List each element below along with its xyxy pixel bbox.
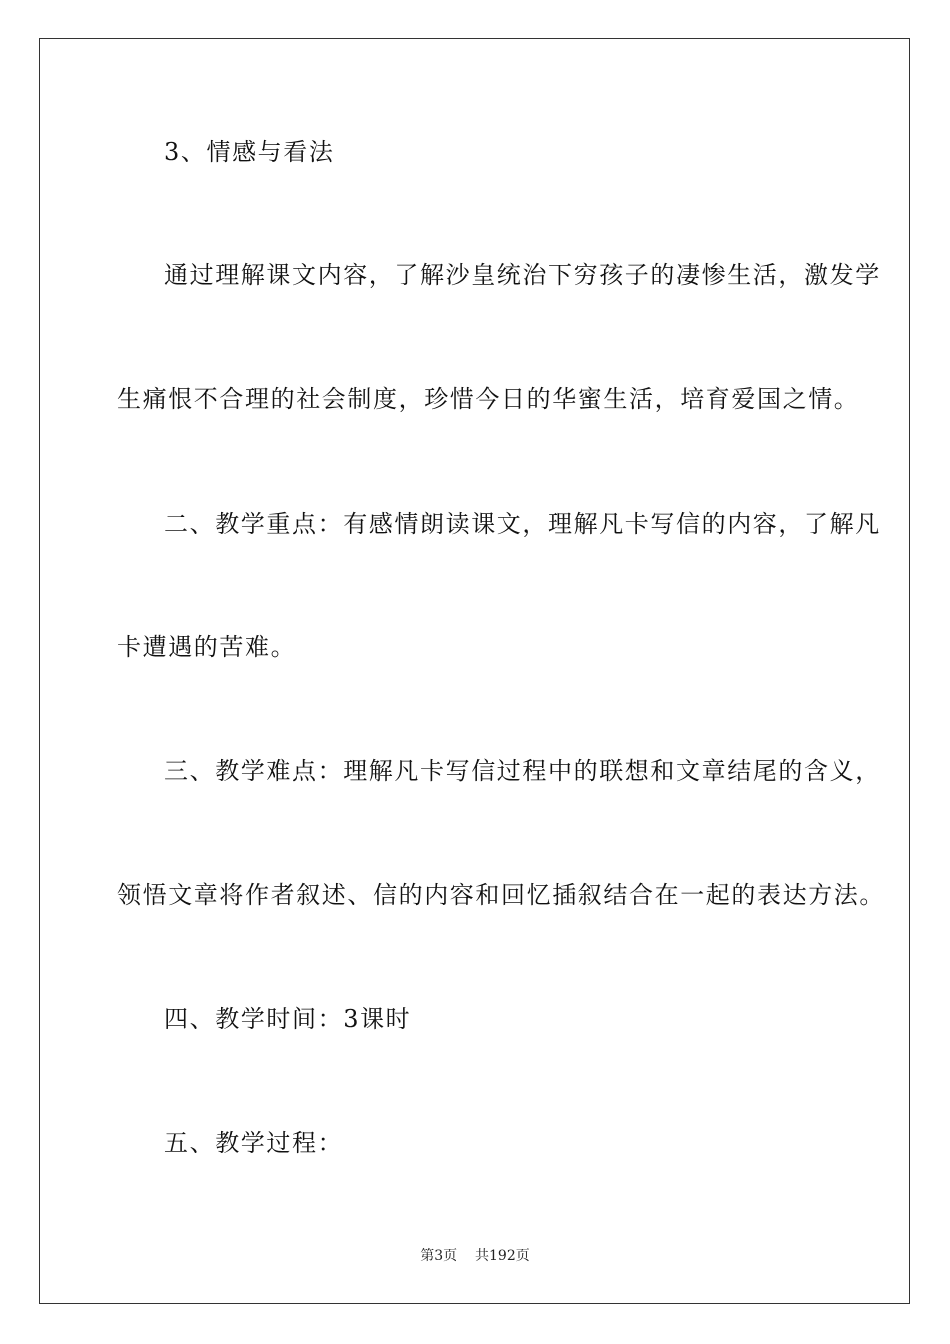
- page-border: [39, 38, 910, 1304]
- page-footer: [0, 1247, 950, 1265]
- paragraph-line: 生痛恨不合理的社会制度，珍惜今日的华蜜生活，培育爱国之情。: [117, 385, 860, 413]
- section-heading-time: 四、教学时间：3课时: [164, 1005, 412, 1033]
- paragraph-line: 领悟文章将作者叙述、信的内容和回忆插叙结合在一起的表达方法。: [117, 881, 885, 909]
- page-total: 共192页: [475, 1248, 530, 1264]
- subheading-emotion: 3、情感与看法: [164, 138, 335, 166]
- paragraph-line: 卡遭遇的苦难。: [117, 633, 297, 661]
- paragraph-line: 通过理解课文内容，了解沙皇统治下穷孩子的凄惨生活，激发学: [164, 261, 881, 289]
- section-heading-key-points: 二、教学重点：有感情朗读课文，理解凡卡写信的内容，了解凡: [164, 510, 881, 538]
- section-heading-process: 五、教学过程：: [164, 1129, 344, 1157]
- section-heading-difficulties: 三、教学难点：理解凡卡写信过程中的联想和文章结尾的含义，: [164, 757, 881, 785]
- page-number: 第3页: [420, 1248, 458, 1264]
